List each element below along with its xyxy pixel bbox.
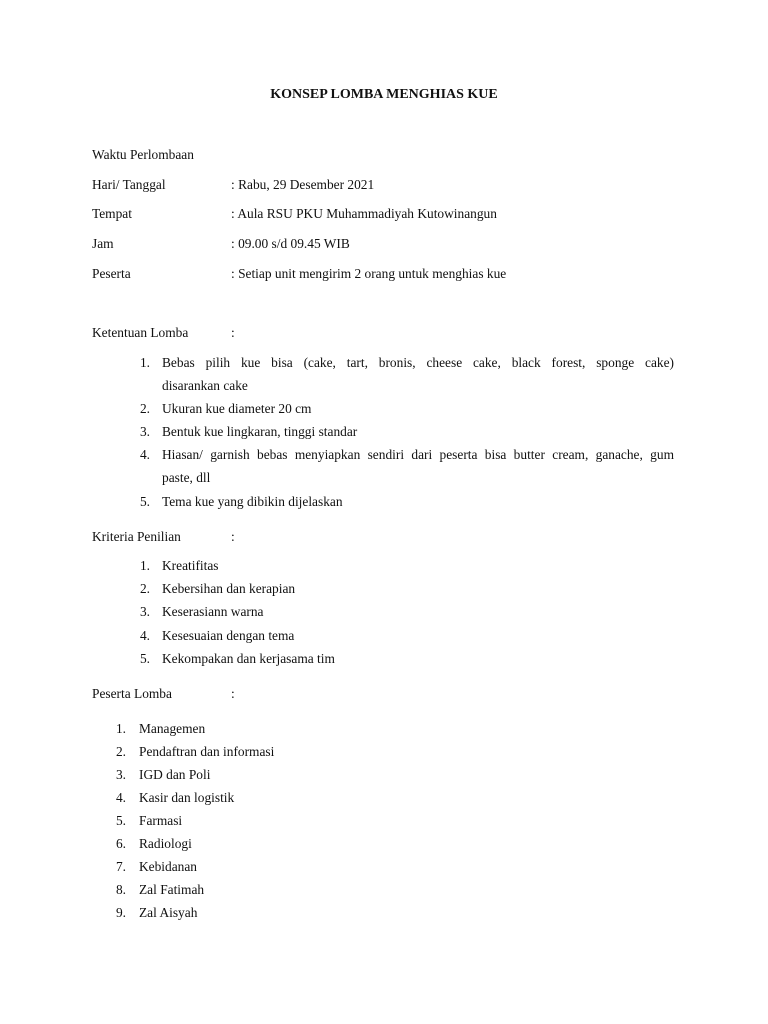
kriteria-item-text: Kreatifitas bbox=[162, 558, 219, 573]
peserta-item-text: Zal Fatimah bbox=[139, 882, 205, 897]
hari-tanggal-value: : Rabu, 29 Desember 2021 bbox=[231, 177, 375, 192]
peserta-item-number: 5. bbox=[115, 813, 126, 828]
ketentuan-colon: : bbox=[231, 325, 235, 340]
peserta-item-number: 7. bbox=[115, 859, 126, 874]
kriteria-item-number: 2. bbox=[139, 581, 150, 596]
ketentuan-item-text-continued: disarankan cake bbox=[162, 378, 248, 393]
peserta-value: : Setiap unit mengirim 2 orang untuk menghias kue bbox=[231, 266, 507, 281]
peserta-item-text: Radiologi bbox=[139, 836, 192, 851]
kriteria-item-text: Kesesuaian dengan tema bbox=[162, 628, 295, 643]
peserta-label: Peserta bbox=[92, 266, 131, 281]
ketentuan-item-number: 1. bbox=[139, 355, 150, 370]
peserta-item-number: 1. bbox=[115, 721, 126, 736]
tempat-label: Tempat bbox=[92, 206, 132, 221]
kriteria-item-text: Keserasiann warna bbox=[162, 604, 264, 619]
ketentuan-heading: Ketentuan Lomba bbox=[92, 325, 189, 340]
ketentuan-item-text: Bebas pilih kue bisa (cake, tart, bronis, cheese cake, black forest, sponge cake) bbox=[162, 355, 674, 370]
document-title: KONSEP LOMBA MENGHIAS KUE bbox=[270, 87, 498, 102]
peserta-item-text: Pendaftran dan informasi bbox=[139, 744, 275, 759]
peserta-item-number: 8. bbox=[115, 882, 126, 897]
ketentuan-item-text: Tema kue yang dibikin dijelaskan bbox=[162, 494, 343, 509]
kriteria-colon: : bbox=[231, 529, 235, 544]
jam-label: Jam bbox=[92, 236, 114, 251]
peserta-lomba-heading: Peserta Lomba bbox=[92, 686, 172, 701]
peserta-lomba-colon: : bbox=[231, 686, 235, 701]
peserta-item-text: Kasir dan logistik bbox=[139, 790, 235, 805]
ketentuan-item-number: 5. bbox=[139, 494, 150, 509]
tempat-value: : Aula RSU PKU Muhammadiyah Kutowinangun bbox=[231, 206, 497, 221]
hari-tanggal-label: Hari/ Tanggal bbox=[92, 177, 166, 192]
peserta-item-text: IGD dan Poli bbox=[139, 767, 211, 782]
peserta-item-text: Kebidanan bbox=[139, 859, 198, 874]
ketentuan-item-text: Ukuran kue diameter 20 cm bbox=[162, 401, 312, 416]
kriteria-item-number: 4. bbox=[139, 628, 150, 643]
peserta-item-text: Farmasi bbox=[139, 813, 183, 828]
ketentuan-item-number: 3. bbox=[139, 424, 150, 439]
ketentuan-item-number: 4. bbox=[139, 447, 150, 462]
kriteria-item-number: 5. bbox=[139, 651, 150, 666]
peserta-item-number: 3. bbox=[115, 767, 126, 782]
peserta-item-text: Managemen bbox=[139, 721, 206, 736]
peserta-item-text: Zal Aisyah bbox=[139, 905, 198, 920]
kriteria-item-number: 1. bbox=[139, 558, 150, 573]
ketentuan-item-text: Hiasan/ garnish bebas menyiapkan sendiri dari peserta bisa butter cream, ganache, gum bbox=[162, 447, 674, 462]
kriteria-heading: Kriteria Penilian bbox=[92, 529, 181, 544]
peserta-item-number: 6. bbox=[115, 836, 126, 851]
peserta-item-number: 2. bbox=[115, 744, 126, 759]
kriteria-item-number: 3. bbox=[139, 604, 150, 619]
kriteria-item-text: Kekompakan dan kerjasama tim bbox=[162, 651, 335, 666]
ketentuan-item-number: 2. bbox=[139, 401, 150, 416]
peserta-item-number: 9. bbox=[115, 905, 126, 920]
waktu-heading: Waktu Perlombaan bbox=[92, 147, 194, 162]
kriteria-item-text: Kebersihan dan kerapian bbox=[162, 581, 296, 596]
peserta-item-number: 4. bbox=[115, 790, 126, 805]
ketentuan-item-text-continued: paste, dll bbox=[162, 470, 211, 485]
jam-value: : 09.00 s/d 09.45 WIB bbox=[231, 236, 350, 251]
ketentuan-item-text: Bentuk kue lingkaran, tinggi standar bbox=[162, 424, 358, 439]
